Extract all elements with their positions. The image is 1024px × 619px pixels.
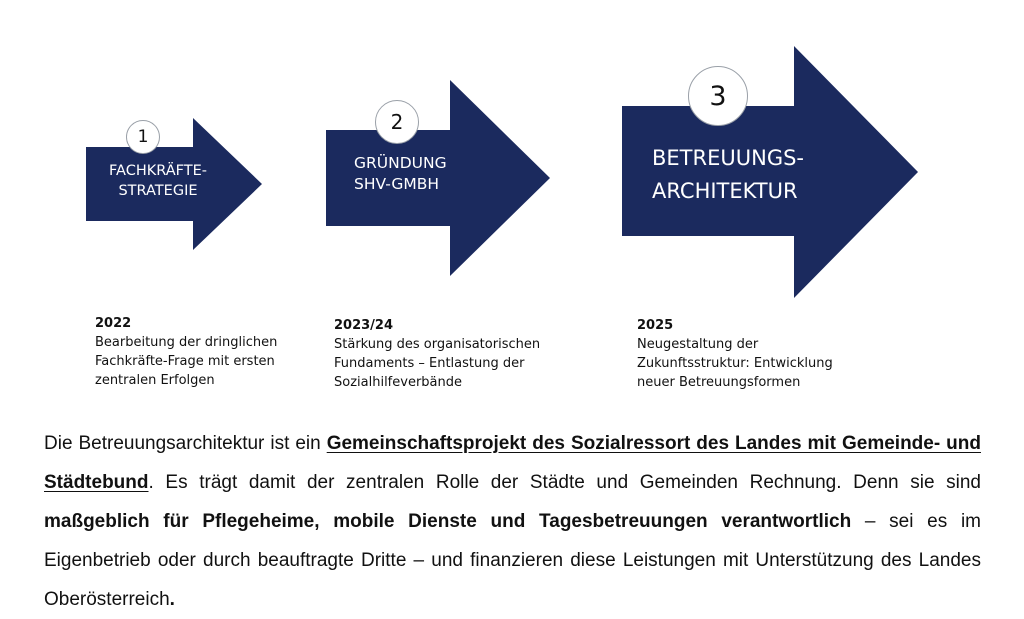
arrow-3-label-line2: ARCHITEKTUR <box>652 178 798 203</box>
paragraph-underlined-emphasis: Gemeinschaftsprojekt des Sozialressort des Landes mit Gemeinde- und Städtebund <box>44 433 981 493</box>
arrow-2-label <box>354 153 504 195</box>
caption-2-desc-line3: Sozialhilfeverbände <box>334 375 463 390</box>
caption-1-year: 2022 <box>95 316 132 331</box>
caption-2-desc-line1: Stärkung des organisatorischen <box>334 337 541 352</box>
paragraph-text-1: Die Betreuungsarchitektur ist ein <box>44 433 327 454</box>
paragraph-text-3: – sei es im Eigenbetrieb oder durch beauftragte Dritte – und finanzieren diese Leistungen mit Unterstützung des Landes Oberösterreich <box>44 511 981 610</box>
caption-2-year: 2023/24 <box>334 318 394 333</box>
caption-3-desc-line3: neuer Betreuungsformen <box>637 375 801 390</box>
paragraph-final-period: . <box>169 589 175 610</box>
arrow-step-1 <box>86 118 262 250</box>
step-number-2: 2 <box>375 100 419 144</box>
caption-1-desc-line2: Fachkräfte-Frage mit ersten <box>95 354 275 369</box>
arrow-2-label-line2: SHV-GMBH <box>354 174 440 193</box>
arrow-2-label-line1: GRÜNDUNG <box>354 154 447 172</box>
arrow-1-label-line2: STRATEGIE <box>118 182 198 199</box>
caption-1-desc-line3: zentralen Erfolgen <box>95 373 215 388</box>
arrow-3-label <box>652 142 872 207</box>
caption-step-2 <box>334 316 584 392</box>
caption-3-desc-line1: Neugestaltung der <box>637 337 759 352</box>
caption-1-desc-line1: Bearbeitung der dringlichen <box>95 335 278 350</box>
body-paragraph <box>44 424 981 619</box>
paragraph-text-2: . Es trägt damit der zentralen Rolle der Städte und Gemeinden Rechnung. Denn sie sind <box>148 472 981 493</box>
arrow-1-label-line1: FACHKRÄFTE- <box>109 163 207 179</box>
arrow-step-2 <box>326 80 550 276</box>
arrow-3-label-line1: BETREUUNGS- <box>652 146 804 170</box>
caption-3-desc-line2: Zukunftsstruktur: Entwicklung <box>637 356 833 371</box>
caption-2-desc-line2: Fundaments – Entlastung der <box>334 356 525 371</box>
arrow-step-3 <box>622 46 918 298</box>
caption-step-1 <box>95 314 315 390</box>
paragraph-bold-emphasis: maßgeblich für Pflegeheime, mobile Dienste und Tagesbetreuungen verantwortlich <box>44 511 852 532</box>
step-number-3: 3 <box>688 66 748 126</box>
caption-step-3 <box>637 316 897 392</box>
arrow-1-label <box>94 162 222 201</box>
step-number-1: 1 <box>126 120 160 154</box>
caption-3-year: 2025 <box>637 318 674 333</box>
